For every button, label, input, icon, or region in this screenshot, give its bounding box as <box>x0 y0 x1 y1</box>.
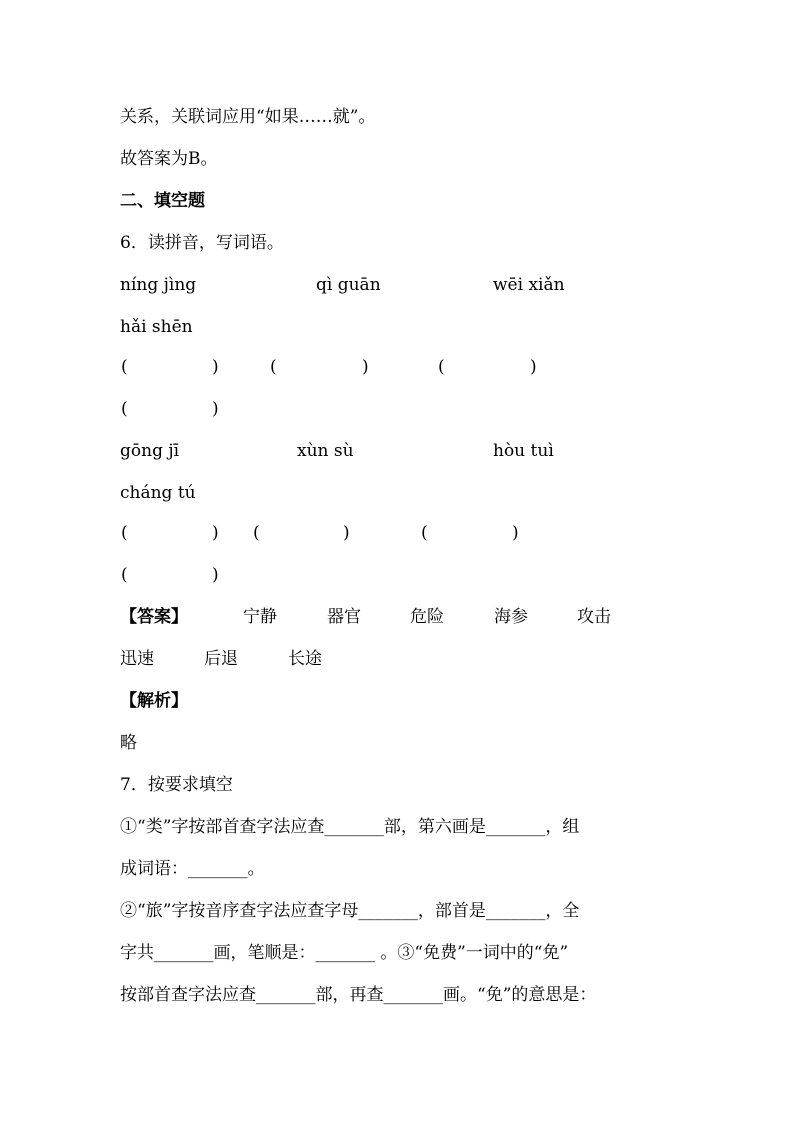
answer-bracket-open: ( <box>253 523 260 543</box>
text-line: ②“旅”字按音序查字法应查字母_______，部首是_______，全 <box>120 901 580 921</box>
answer-word: 海参 <box>494 607 528 627</box>
text-line: 字共_______画，笔顺是：_______ 。③“免费”一词中的“免” <box>120 943 569 963</box>
answer-bracket-open: ( <box>121 523 128 543</box>
answer-bracket-close: ) <box>512 523 519 543</box>
answer-bracket-close: ) <box>212 565 219 585</box>
text-line: 按部首查字法应查_______部，再查_______画。“免”的意思是： <box>120 985 597 1005</box>
answer-bracket-open: ( <box>121 399 128 419</box>
pinyin-item: xùn sù <box>297 441 354 461</box>
analysis-text: 略 <box>120 733 137 753</box>
question-6: 6．读拼音，写词语。 <box>120 233 284 253</box>
question-7: 7．按要求填空 <box>120 775 233 795</box>
answer-label: 【答案】 <box>120 607 188 627</box>
answer-bracket-open: ( <box>438 357 445 377</box>
answer-bracket-open: ( <box>270 357 277 377</box>
text-line: 关系，关联词应用“如果……就”。 <box>120 107 376 127</box>
section-title: 二、填空题 <box>120 191 205 211</box>
answer-bracket-open: ( <box>121 565 128 585</box>
answer-word: 迅速 <box>120 649 154 669</box>
answer-word: 器官 <box>327 607 361 627</box>
pinyin-item: hǎi shēn <box>120 317 193 337</box>
pinyin-item: cháng tú <box>120 483 196 503</box>
pinyin-item: gōng jī <box>120 441 180 461</box>
answer-bracket-open: ( <box>121 357 128 377</box>
answer-bracket-close: ) <box>343 523 350 543</box>
pinyin-item: qì guān <box>316 275 381 295</box>
answer-word: 攻击 <box>577 607 611 627</box>
pinyin-item: hòu tuì <box>493 441 554 461</box>
answer-bracket-close: ) <box>362 357 369 377</box>
answer-bracket-close: ) <box>212 399 219 419</box>
text-line: ①“类”字按部首查字法应查_______部，第六画是_______，组 <box>120 817 580 837</box>
analysis-label: 【解析】 <box>120 691 188 711</box>
answer-bracket-close: ) <box>530 357 537 377</box>
answer-bracket-close: ) <box>212 357 219 377</box>
pinyin-item: wēi xiǎn <box>493 275 565 295</box>
answer-word: 宁静 <box>243 607 277 627</box>
text-line: 故答案为B。 <box>120 149 218 169</box>
answer-bracket-close: ) <box>212 523 219 543</box>
answer-word: 危险 <box>410 607 444 627</box>
answer-bracket-open: ( <box>421 523 428 543</box>
text-line: 成词语：_______。 <box>120 859 265 879</box>
answer-word: 后退 <box>204 649 238 669</box>
answer-word: 长途 <box>288 649 322 669</box>
pinyin-item: níng jìng <box>120 275 197 295</box>
